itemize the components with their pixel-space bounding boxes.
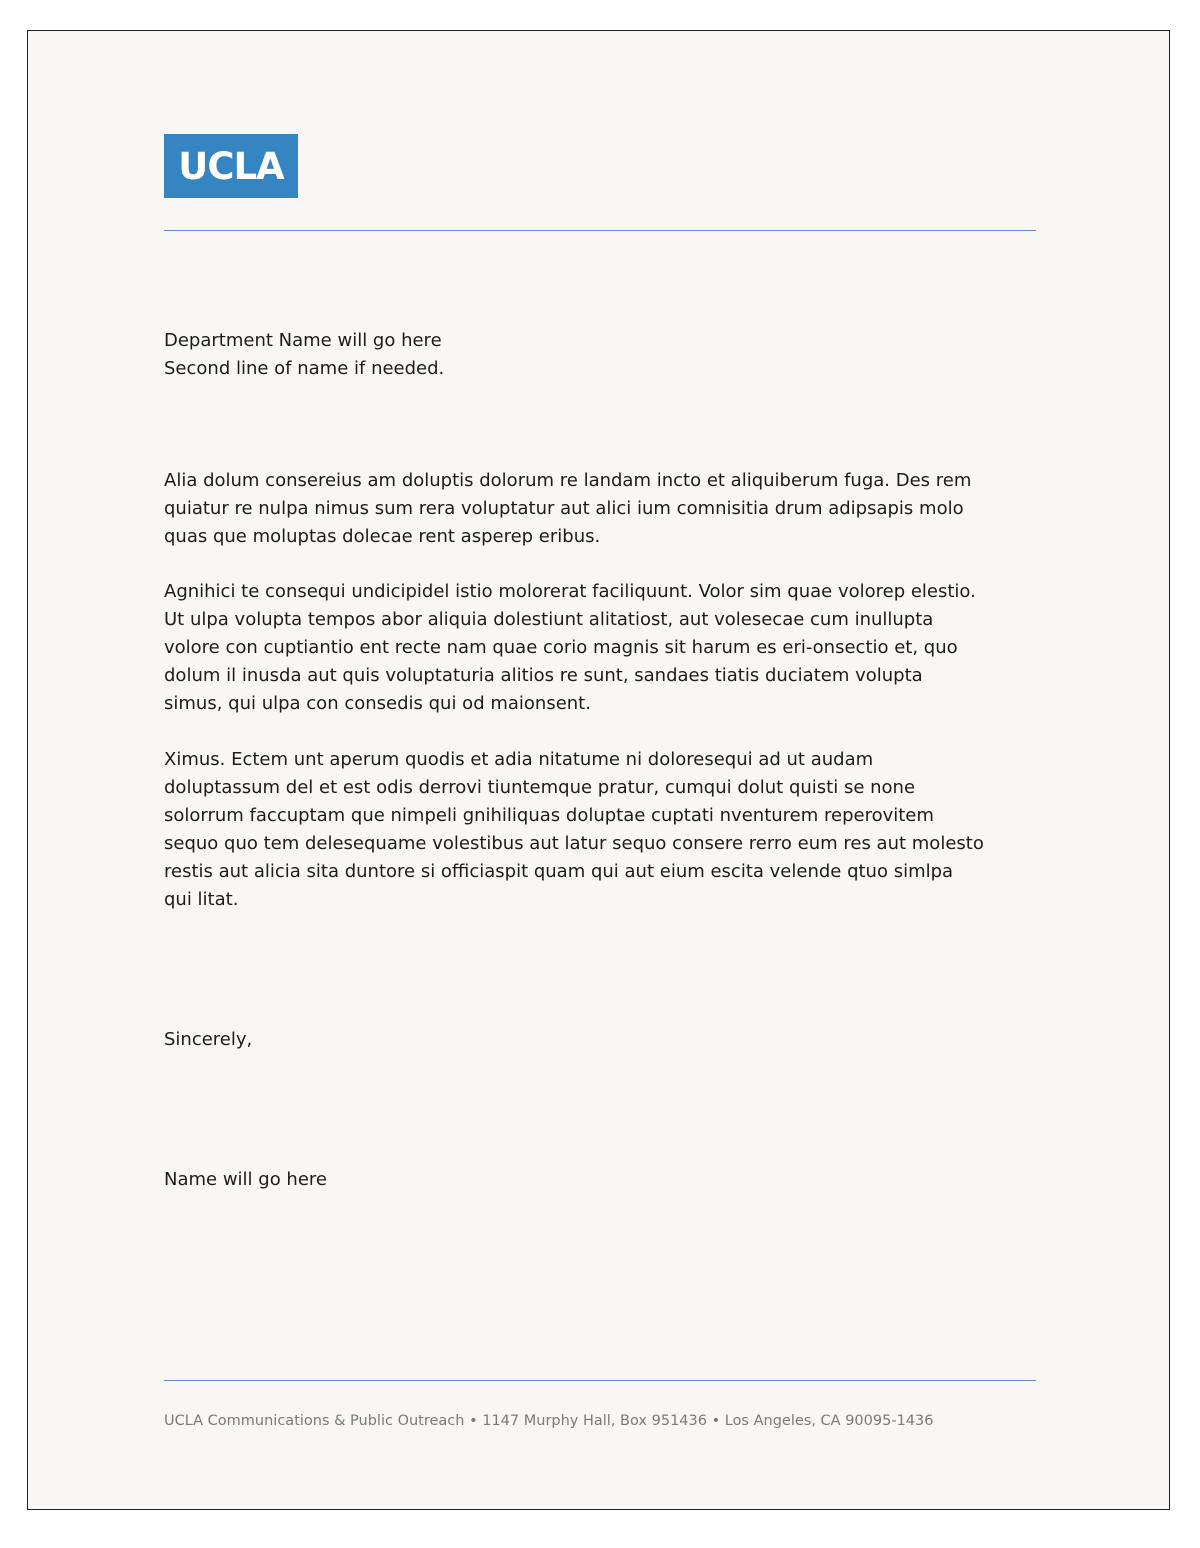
department-name: [164, 327, 984, 383]
letter-page: [27, 30, 1170, 1510]
ucla-logo: [164, 134, 298, 198]
department-line-1: Department Name will go here: [164, 330, 442, 351]
closing-salutation: Sincerely,: [164, 1029, 253, 1050]
body-paragraph-3: Ximus. Ectem unt aperum quodis et adia nitatume ni doloresequi ad ut audam doluptassum del et est odis derrovi tiuntemque pratur, cumqui dolut quisti se none solorrum faccuptam que nimpeli gnihiliquas doluptae cuptati nventurem reperovitem sequo quo tem delesequame volestibus aut latur sequo consere rerro eum res aut molesto restis aut alicia sita duntore si officiaspit quam qui aut eium escita velende qtuo simlpa qui litat.: [164, 749, 984, 910]
body-paragraph-1: Alia dolum consereius am doluptis dolorum re landam incto et aliquiberum fuga. Des rem quiatur re nulpa nimus sum rera voluptatur aut alici ium comnisitia drum adipsapis molo quas que moluptas dolecae rent asperep eribus.: [164, 470, 972, 547]
department-line-2: Second line of name if needed.: [164, 358, 445, 379]
body-paragraph-2: Agnihici te consequi undicipidel istio molorerat faciliquunt. Volor sim quae volorep elestio. Ut ulpa volupta tempos abor aliquia dolestiunt alitatiost, aut volesecae cum inullupta volore con cuptiantio ent recte nam quae corio magnis sit harum es eri-onsectio et, quo dolum il inusda aut quis voluptaturia alitios re sunt, sandaes tiatis duciatem volupta simus, qui ulpa con consedis qui od maionsent.: [164, 581, 976, 714]
signer-name: Name will go here: [164, 1169, 327, 1190]
logo-text: UCLA: [178, 144, 284, 188]
header-divider: [164, 230, 1036, 231]
footer-divider: [164, 1380, 1036, 1381]
footer-address: UCLA Communications & Public Outreach • 1147 Murphy Hall, Box 951436 • Los Angeles, CA 90095-1436: [164, 1413, 934, 1429]
